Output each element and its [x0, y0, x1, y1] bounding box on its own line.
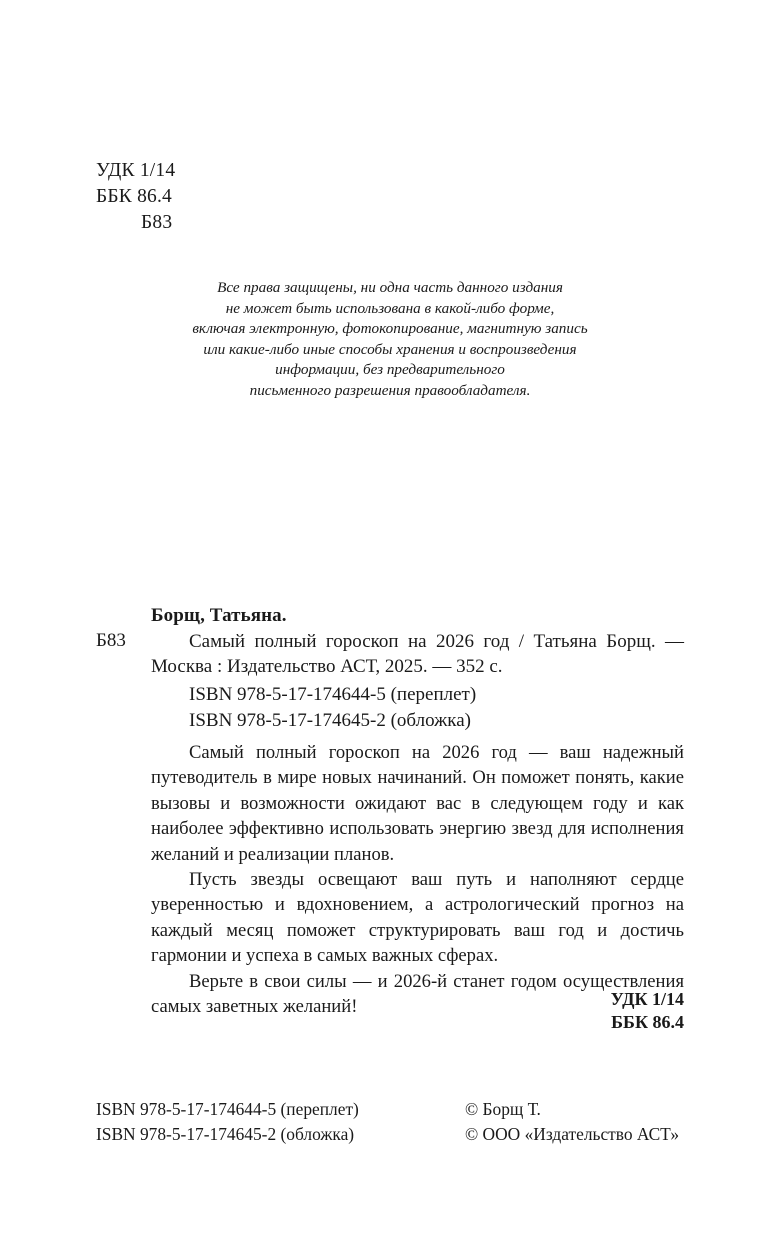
record-isbn-hardcover: ISBN 978-5-17-174644-5 (переплет) — [189, 684, 477, 705]
bbk-code-repeat: ББК 86.4 — [611, 1012, 684, 1032]
record-shelf-code: Б83 — [96, 630, 126, 651]
author-code: Б83 — [141, 212, 173, 233]
footer-isbn-softcover: ISBN 978-5-17-174645-2 (обложка) — [96, 1123, 355, 1144]
udk-code: УДК 1/14 — [96, 160, 176, 181]
record-isbn-softcover: ISBN 978-5-17-174645-2 (обложка) — [189, 709, 471, 731]
record-body — [151, 603, 684, 733]
rights-notice-line-4: или какие-либо иные способы хранения и воспроизведения — [203, 340, 577, 358]
classification-repeat-block — [96, 988, 684, 1034]
rights-notice-line-2: не может быть использована в какой-либо форме, — [225, 299, 555, 317]
rights-notice — [96, 278, 684, 402]
classification-block — [96, 158, 175, 236]
annotation-paragraph-3: Верьте в свои силы — и 2026-й станет годом осуществления самых заветных желаний! — [151, 970, 684, 1018]
record-isbn-list — [151, 682, 684, 733]
footer-copyright-publisher: © ООО «Издательство АСТ» — [465, 1123, 680, 1144]
footer-copyright-author: © Борщ Т. — [465, 1099, 541, 1119]
udk-code-repeat: УДК 1/14 — [610, 989, 684, 1009]
footer-row — [96, 1122, 684, 1147]
rights-notice-line-5: информации, без предварительного — [275, 361, 505, 379]
record-title-statement: Самый полный гороскоп на 2026 год / Татьяна Борщ. — Москва : Издательство АСТ, 2025. — 352 с. — [151, 631, 684, 677]
annotation-text — [151, 740, 684, 1019]
record-author: Борщ, Татьяна. — [151, 605, 287, 626]
footer-row — [96, 1097, 684, 1122]
bibliographic-record — [96, 603, 684, 733]
page-footer — [96, 1097, 684, 1146]
rights-notice-line-6: письменного разрешения правообладателя. — [249, 381, 531, 399]
footer-isbn-hardcover: ISBN 978-5-17-174644-5 (переплет) — [96, 1099, 359, 1119]
annotation-paragraph-1: Самый полный гороскоп на 2026 год — ваш надежный путеводитель в мире новых начинаний. Он поможет понять, какие вызовы и возможности ожидают вас в следующем году и как наиболее эффективно использовать энергию звезд для исполнения желаний и реализации планов. — [151, 742, 684, 865]
annotation-paragraph-2: Пусть звезды освещают ваш путь и наполняют сердце уверенностью и вдохновением, а астрологический прогноз на каждый месяц поможет структурировать ваш год и достичь гармонии и успеха в самых важных сферах. — [151, 869, 684, 967]
rights-notice-line-1: Все права защищены, ни одна часть данного издания — [217, 279, 563, 296]
rights-notice-line-3: включая электронную, фотокопирование, магнитную запись — [192, 320, 588, 338]
bbk-code: ББК 86.4 — [96, 186, 173, 207]
